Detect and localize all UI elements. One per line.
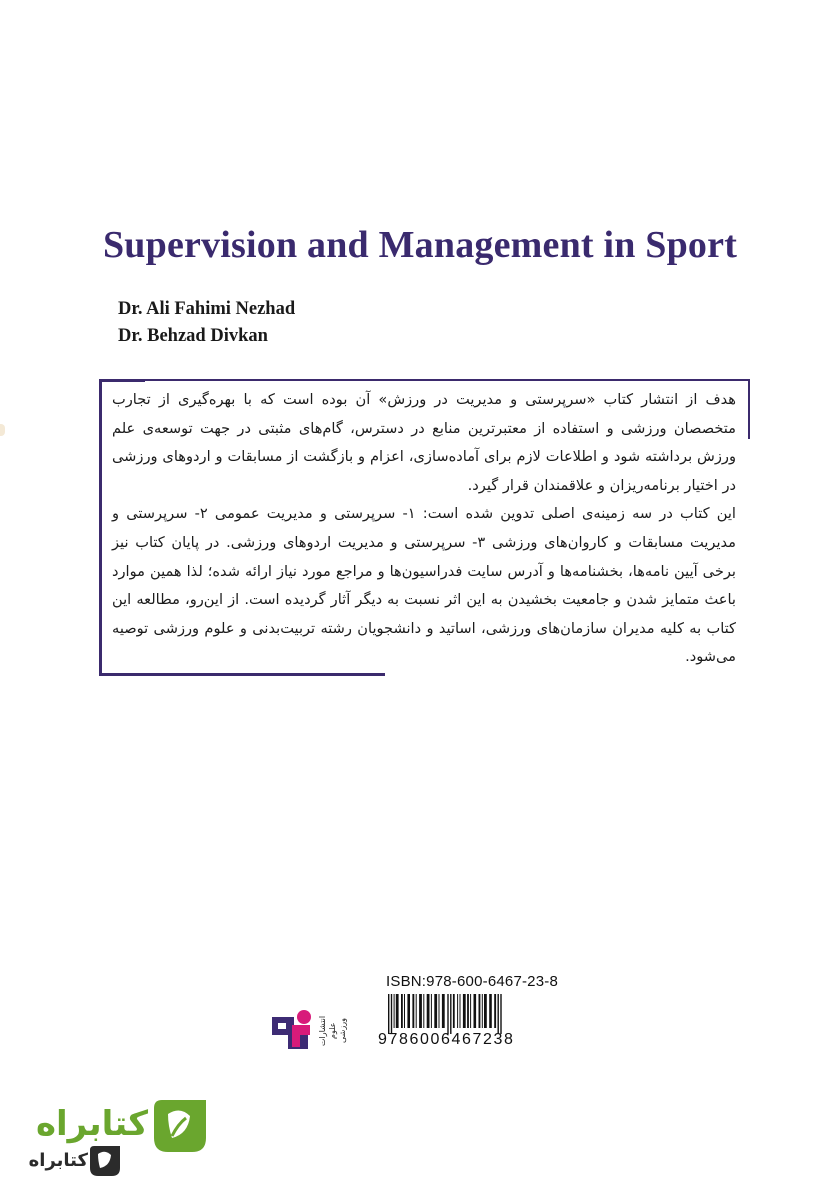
barcode-bar xyxy=(416,994,417,1028)
book-title: Supervision and Management in Sport xyxy=(102,224,738,266)
barcode-bar xyxy=(396,994,399,1028)
barcode-bar xyxy=(434,994,437,1028)
barcode-bar xyxy=(447,994,448,1034)
barcode-bar xyxy=(391,994,392,1034)
barcode-bar xyxy=(401,994,403,1028)
frame-left-border xyxy=(99,379,102,676)
isbn-digits: 9786006467238 xyxy=(378,1031,515,1048)
barcode-bar xyxy=(489,994,492,1028)
runner-icon xyxy=(270,1003,320,1053)
barcode-bar xyxy=(463,994,466,1028)
barcode-bar xyxy=(388,994,389,1034)
watermark-text: کتابراه xyxy=(35,1104,148,1144)
barcode-bar xyxy=(500,994,501,1034)
barcode-bar xyxy=(484,994,487,1028)
frame-right-border xyxy=(748,379,750,439)
barcode-bar xyxy=(394,994,395,1028)
barcode-bar xyxy=(494,994,496,1028)
barcode-bar xyxy=(460,994,461,1028)
barcode-bar xyxy=(404,994,405,1028)
description xyxy=(112,386,736,672)
publisher-name: انتشارات علوم ورزشی xyxy=(318,1015,347,1047)
barcode-bar xyxy=(453,994,455,1028)
barcode-bar xyxy=(431,994,432,1028)
barcode-bar xyxy=(467,994,469,1028)
edge-mark xyxy=(0,424,5,436)
barcode-bar xyxy=(450,994,451,1034)
author-1: Dr. Ali Fahimi Nezhad xyxy=(118,299,296,319)
description-paragraph-1: هدف از انتشار کتاب «سرپرستی و مدیریت در ورزش» آن بوده است که با بهره‌گیری از تجارب متخصصان ورزشی و استفاده از معتبرترین منابع در دسترس، گام‌های مثبتی در جهت توسعه‌ی علم ورزش برداشته شود و اطلاعات لازم برای آماده‌سازی، اعزام و بازگشت از مسابقات و اردوهای ورزشی در اختیار برنامه‌ریزان و علاقمندان قرار گیرد. xyxy=(112,391,736,494)
barcode-bars xyxy=(384,994,572,1034)
frame-bottom-border xyxy=(99,673,385,676)
book-leaf-icon xyxy=(148,1094,212,1158)
barcode-bar xyxy=(474,994,477,1028)
barcode-bar xyxy=(423,994,424,1028)
author-2: Dr. Behzad Divkan xyxy=(118,326,268,346)
barcode-bar xyxy=(482,994,483,1028)
isbn-label: ISBN:978-600-6467-23-8 xyxy=(386,973,559,990)
barcode-bar xyxy=(419,994,422,1028)
barcode-bar xyxy=(498,994,499,1034)
barcode-bar xyxy=(442,994,445,1028)
description-paragraph-2: این کتاب در سه زمینه‌ی اصلی تدوین شده است: ۱- سرپرستی و مدیریت عمومی ۲- سرپرستی و مدیریت مسابقات و کاروان‌های ورزشی ۳- سرپرستی و مدیریت اردوهای ورزشی. در پایان کتاب نیز برخی آیین نامه‌ها، بخشنامه‌ها و آدرس سایت فدراسیون‌ها و مراجع مورد نیاز ارائه شده؛ لذا همین موارد باعث متمایز شدن و جامعیت بخشیدن به این اثر نسبت به دیگر آثار گردیده است. از این‌رو، مطالعه این کتاب به کلیه مدیران سازمان‌های ورزشی، اساتید و دانشجویان رشته تربیت‌بدنی و علوم ورزشی توصیه می‌شود. xyxy=(112,505,736,666)
barcode-bar xyxy=(412,994,414,1028)
barcode-bar xyxy=(407,994,410,1028)
barcode-bar xyxy=(470,994,471,1028)
barcode-bar xyxy=(457,994,458,1028)
barcode-bar xyxy=(427,994,430,1028)
barcode-bar xyxy=(439,994,440,1028)
frame-top-border xyxy=(99,379,749,381)
book-leaf-small-icon xyxy=(86,1142,124,1180)
watermark-text-small: کتابراه xyxy=(28,1150,88,1171)
authors xyxy=(118,296,295,350)
barcode-bar xyxy=(479,994,481,1028)
